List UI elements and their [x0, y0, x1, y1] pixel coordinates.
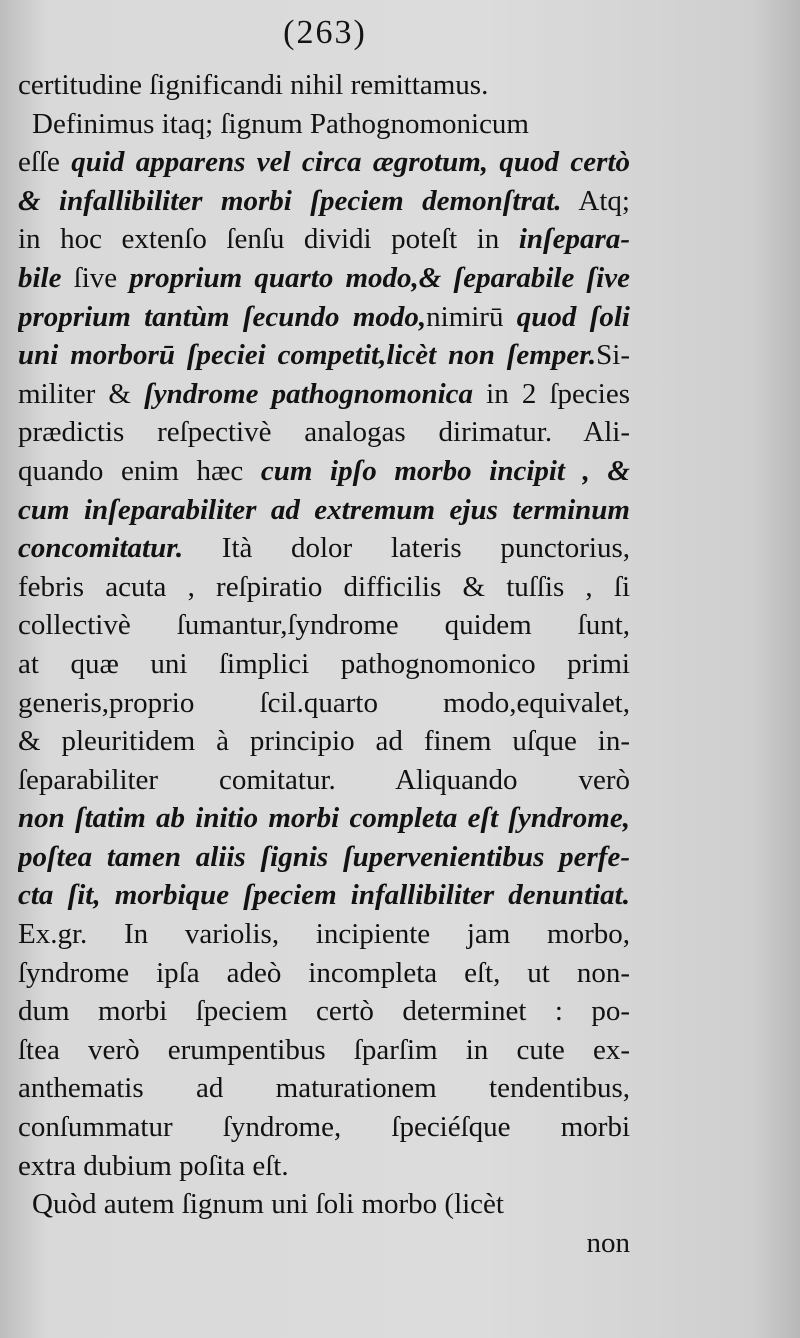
roman-text: Si- — [596, 339, 630, 372]
roman-text: ſtea verò erumpentibus ſparſim in cute ex- — [18, 1033, 630, 1066]
italic-text: uni morborū ſpeciei competit,licèt non ſemper. — [18, 339, 597, 372]
roman-text: Definimus itaq; ſignum Pathognomonicum — [32, 107, 529, 140]
roman-text: certitudine ſignificandi nihil remittamus. — [18, 69, 489, 101]
roman-text: dum morbi ſpeciem certò determinet : po- — [18, 995, 630, 1028]
text-line — [18, 182, 630, 221]
italic-text: ſyndrome pathognomonica — [144, 377, 474, 410]
roman-text: & pleuritidem à principio ad finem uſque in- — [18, 725, 630, 758]
text-line — [18, 298, 630, 337]
text-line — [18, 66, 630, 105]
text-line — [18, 413, 630, 452]
roman-text: ſive — [61, 261, 130, 294]
italic-text: cta ſit, morbique ſpeciem infallibiliter denuntiat. — [18, 879, 630, 912]
text-line — [18, 838, 630, 877]
text-line — [18, 722, 630, 761]
italic-text: proprium quarto modo,& ſeparabile ſive — [129, 261, 630, 294]
roman-text: conſummatur ſyndrome, ſpeciéſque morbi — [18, 1111, 630, 1144]
text-line — [18, 1108, 630, 1147]
roman-text: Ex.gr. In variolis, incipiente jam morbo, — [18, 918, 630, 951]
italic-text: concomitatur. — [18, 532, 184, 565]
text-line — [18, 568, 630, 607]
italic-text: & infallibiliter morbi ſpeciem demonſtrat. — [18, 184, 562, 217]
roman-text: eſſe — [18, 146, 72, 179]
roman-text: in 2 ſpecies — [473, 377, 630, 410]
roman-text: ſyndrome ipſa adeò incompleta eſt, ut non- — [18, 956, 630, 989]
italic-text: cum inſeparabiliter ad extremum ejus terminum — [18, 493, 630, 526]
text-line — [18, 452, 630, 491]
text-line — [18, 105, 630, 144]
italic-text: cum ipſo morbo incipit , & — [260, 454, 630, 487]
roman-text: Quòd autem ſignum uni ſoli morbo (licèt — [32, 1188, 504, 1221]
italic-text: poſtea tamen aliis ſignis ſupervenientibus perfe- — [18, 840, 630, 873]
roman-text: in hoc extenſo ſenſu dividi poteſt in — [18, 223, 519, 256]
text-line — [18, 954, 630, 993]
roman-text: ſeparabiliter comitatur. Aliquando verò — [18, 763, 630, 796]
text-line — [18, 684, 630, 723]
text-line — [18, 491, 630, 530]
text-line — [18, 606, 630, 645]
text-line — [18, 992, 630, 1031]
text-line — [18, 1069, 630, 1108]
roman-text: militer & — [18, 377, 145, 410]
text-line — [18, 1185, 630, 1224]
italic-text: inſepara- — [518, 223, 630, 256]
text-line — [18, 1224, 630, 1263]
text-line — [18, 915, 630, 954]
italic-text: quod ſoli — [516, 300, 630, 333]
page-number: (263) — [283, 14, 367, 51]
roman-text: prædictis reſpectivè analogas dirimatur. Ali- — [18, 416, 630, 449]
roman-text: febris acuta , reſpiratio difficilis & tuſſis , ſi — [18, 570, 630, 603]
text-line — [18, 336, 630, 375]
text-line — [18, 1031, 630, 1070]
text-line — [18, 799, 630, 838]
text-line — [18, 259, 630, 298]
text-line — [18, 645, 630, 684]
italic-text: proprium tantùm ſecundo modo, — [18, 300, 427, 333]
roman-text: anthematis ad maturationem tendentibus, — [18, 1072, 630, 1105]
roman-text: non — [586, 1226, 630, 1259]
text-line — [18, 761, 630, 800]
italic-text: non ſtatim ab initio morbi completa eſt ſyndrome, — [18, 802, 630, 835]
roman-text: nimirū — [426, 300, 517, 333]
roman-text: at quæ uni ſimplici pathognomonico primi — [18, 647, 630, 680]
text-line — [18, 143, 630, 182]
text-line — [18, 1147, 630, 1186]
text-line — [18, 529, 630, 568]
roman-text: quando enim hæc — [18, 454, 261, 487]
roman-text: extra dubium poſita eſt. — [18, 1149, 289, 1182]
text-line — [18, 220, 630, 259]
italic-text: bile — [18, 261, 62, 294]
roman-text: generis,proprio ſcil.quarto modo,equivalet, — [18, 686, 630, 719]
roman-text: Atq; — [561, 184, 630, 217]
text-line — [18, 375, 630, 414]
body-text — [18, 66, 630, 1262]
roman-text: collectivè ſumantur,ſyndrome quidem ſunt, — [18, 609, 630, 642]
text-line — [18, 876, 630, 915]
roman-text: Ità dolor lateris punctorius, — [183, 532, 630, 565]
italic-text: quid apparens vel circa ægrotum, quod certò — [71, 146, 630, 179]
